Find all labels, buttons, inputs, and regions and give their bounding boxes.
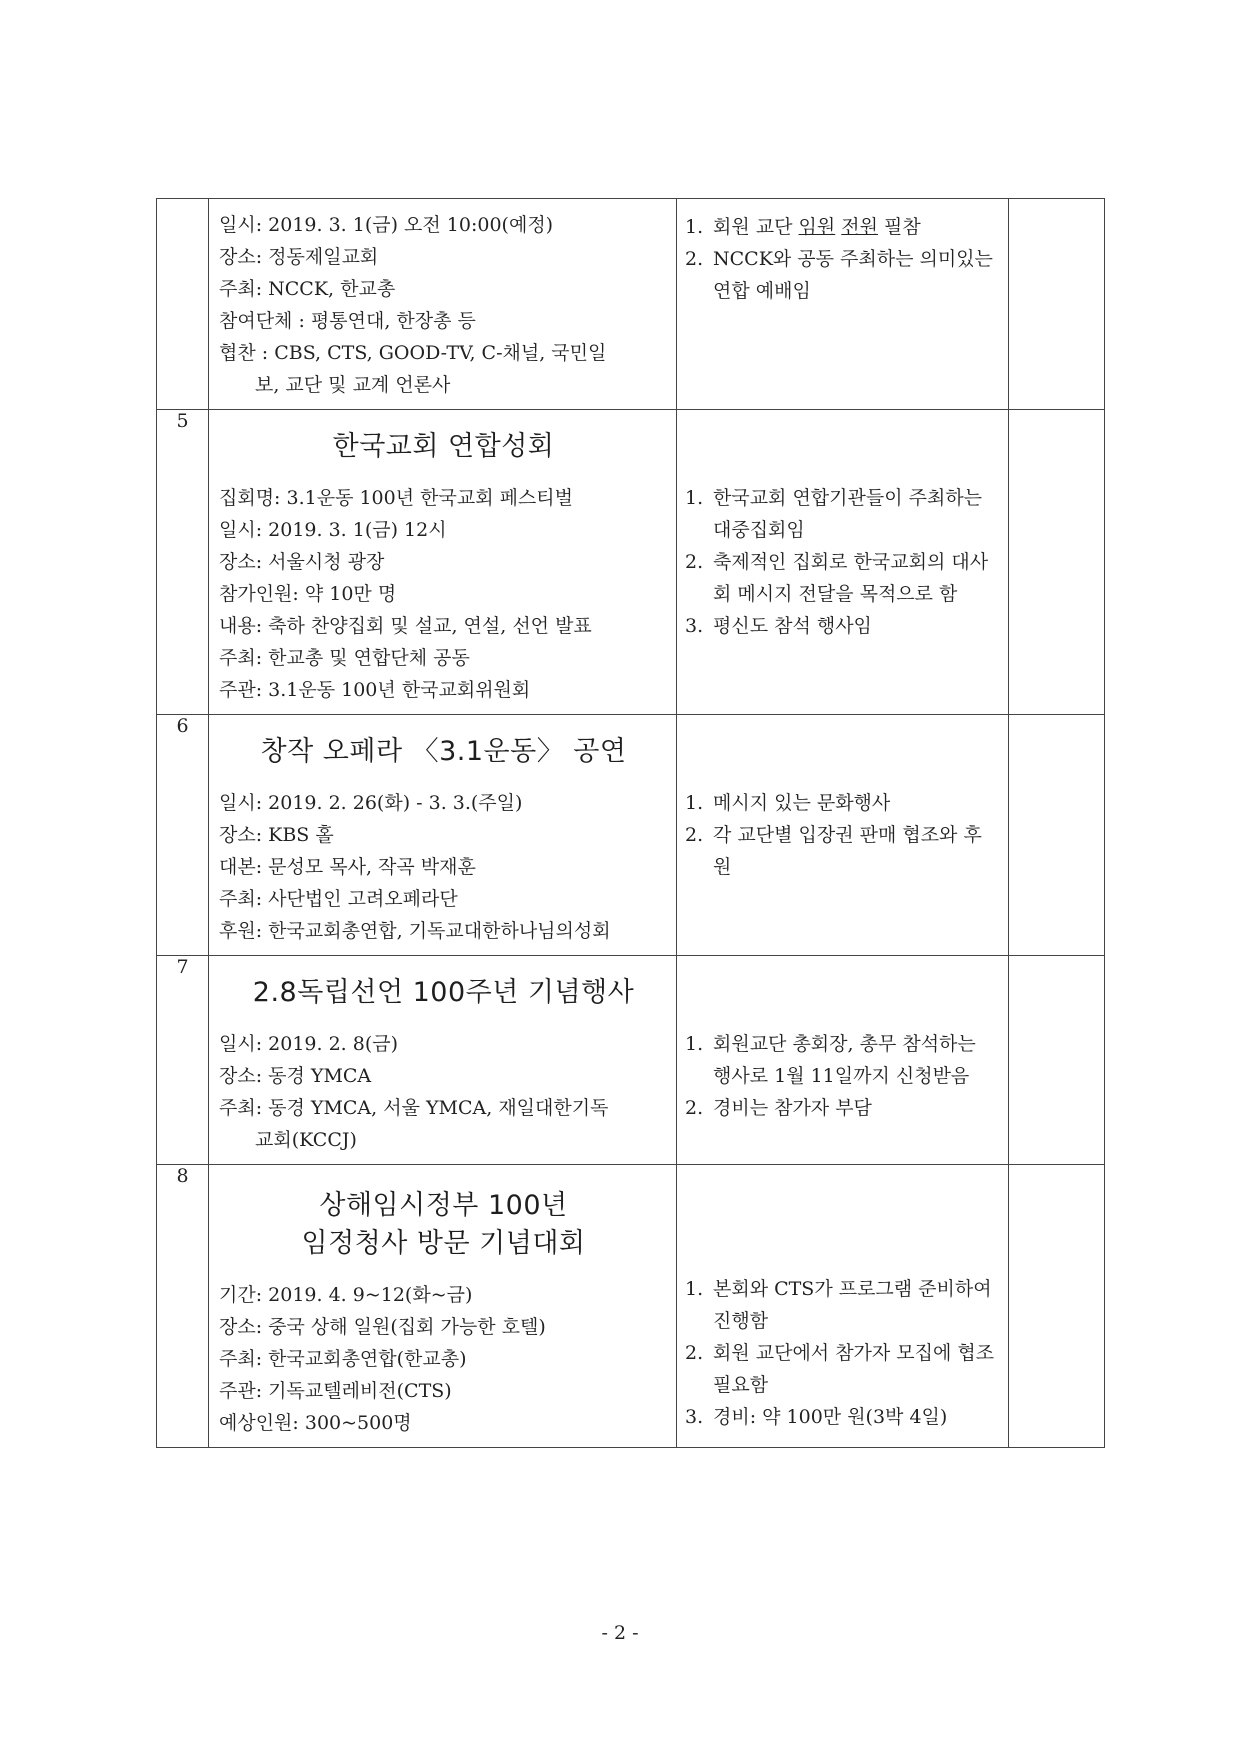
note-text: 한국교회 연합기관들이 주최하는 대중집회임	[713, 487, 983, 541]
note-item	[685, 610, 1000, 642]
event-title: 한국교회 연합성회	[332, 431, 555, 462]
event-detail-line: 장소: 정동제일교회	[219, 246, 379, 268]
note-text: 본회와 CTS가 프로그램 준비하여 진행함	[713, 1278, 992, 1332]
note-number: 1.	[685, 216, 704, 238]
row-number	[157, 199, 209, 410]
note-text: 경비: 약 100만 원(3박 4일)	[713, 1406, 948, 1428]
event-detail-line: 주최: 한국교회총연합(한교총)	[219, 1348, 467, 1370]
event-detail-line: 일시: 2019. 2. 26(화) - 3. 3.(주일)	[219, 792, 523, 814]
event-title: 임정청사 방문 기념대회	[301, 1228, 586, 1259]
event-detail-line: 교회(KCCJ)	[255, 1129, 357, 1151]
event-title: 2.8독립선언 100주년 기념행사	[252, 977, 635, 1008]
note-item	[685, 1273, 1000, 1337]
note-item	[685, 243, 1000, 307]
event-schedule-table	[156, 198, 1105, 1448]
event-details-cell	[209, 1165, 677, 1448]
notes-cell	[677, 715, 1009, 956]
underlined-text: 임원	[798, 216, 836, 238]
note-item	[685, 1337, 1000, 1401]
event-detail-line: 장소: 서울시청 광장	[219, 551, 385, 573]
empty-cell	[1009, 956, 1105, 1165]
note-item	[685, 1092, 1000, 1124]
note-item	[685, 1401, 1000, 1433]
table-row	[157, 410, 1105, 715]
event-detail-line: 대본: 문성모 목사, 작곡 박재훈	[219, 856, 476, 878]
table-row	[157, 1165, 1105, 1448]
note-text: 각 교단별 입장권 판매 협조와 후원	[713, 824, 982, 878]
empty-cell	[1009, 1165, 1105, 1448]
note-number: 2.	[685, 1097, 704, 1119]
note-number: 3.	[685, 615, 704, 637]
event-detail-line: 주최: NCCK, 한교총	[219, 278, 396, 300]
notes-cell	[677, 1165, 1009, 1448]
event-detail-line: 기간: 2019. 4. 9~12(화~금)	[219, 1284, 473, 1306]
notes-cell	[677, 956, 1009, 1165]
note-text: NCCK와 공동 주최하는 의미있는 연합 예배임	[713, 248, 993, 302]
event-detail-line: 보, 교단 및 교계 언론사	[255, 374, 451, 396]
note-number: 3.	[685, 1406, 704, 1428]
page-number: - 2 -	[601, 1622, 639, 1644]
event-detail-line: 주관: 3.1운동 100년 한국교회위원회	[219, 679, 531, 701]
notes-cell	[677, 410, 1009, 715]
event-detail-line: 참가인원: 약 10만 명	[219, 583, 397, 605]
note-item	[685, 819, 1000, 883]
note-item	[685, 787, 1000, 819]
event-detail-line: 장소: 중국 상해 일원(집회 가능한 호텔)	[219, 1316, 546, 1338]
event-detail-line: 주최: 사단법인 고려오페라단	[219, 888, 458, 910]
note-text-part: 회원 교단	[713, 216, 799, 238]
note-number: 1.	[685, 1033, 704, 1055]
event-detail-line: 협찬 : CBS, CTS, GOOD-TV, C-채널, 국민일	[219, 342, 607, 364]
note-item	[685, 482, 1000, 546]
event-detail-line: 일시: 2019. 2. 8(금)	[219, 1033, 399, 1055]
note-text: 메시지 있는 문화행사	[713, 792, 891, 814]
row-number: 7	[157, 956, 209, 1165]
note-number: 1.	[685, 792, 704, 814]
table-row	[157, 199, 1105, 410]
empty-cell	[1009, 715, 1105, 956]
empty-cell	[1009, 410, 1105, 715]
note-text: 회원 교단에서 참가자 모집에 협조 필요함	[713, 1342, 995, 1396]
event-detail-line: 예상인원: 300~500명	[219, 1412, 412, 1434]
note-number: 2.	[685, 1342, 704, 1364]
event-detail-line: 장소: 동경 YMCA	[219, 1065, 372, 1087]
note-number: 2.	[685, 551, 704, 573]
underlined-text: 전원	[841, 216, 878, 238]
event-detail-line: 주최: 동경 YMCA, 서울 YMCA, 재일대한기독	[219, 1097, 609, 1119]
empty-cell	[1009, 199, 1105, 410]
event-details-cell	[209, 956, 677, 1165]
note-text	[713, 211, 1000, 243]
row-number: 8	[157, 1165, 209, 1448]
event-detail-line: 주최: 한교총 및 연합단체 공동	[219, 647, 470, 669]
event-detail-line: 일시: 2019. 3. 1(금) 12시	[219, 519, 447, 541]
note-number: 1.	[685, 487, 704, 509]
note-number: 2.	[685, 248, 704, 270]
table-body	[157, 199, 1105, 1448]
note-item	[685, 211, 1000, 243]
event-detail-line: 집회명: 3.1운동 100년 한국교회 페스티벌	[219, 487, 573, 509]
event-details-cell	[209, 715, 677, 956]
row-number: 5	[157, 410, 209, 715]
table-row	[157, 956, 1105, 1165]
notes-cell	[677, 199, 1009, 410]
event-detail-line: 주관: 기독교텔레비전(CTS)	[219, 1380, 452, 1402]
event-detail-line: 장소: KBS 홀	[219, 824, 334, 846]
note-text: 평신도 참석 행사임	[713, 615, 872, 637]
table-row	[157, 715, 1105, 956]
event-detail-line: 내용: 축하 찬양집회 및 설교, 연설, 선언 발표	[219, 615, 592, 637]
event-detail-line: 후원: 한국교회총연합, 기독교대한하나님의성회	[219, 920, 611, 942]
note-item	[685, 546, 1000, 610]
event-details-cell	[209, 199, 677, 410]
event-title: 창작 오페라 〈3.1운동〉 공연	[260, 736, 627, 767]
note-text: 경비는 참가자 부담	[713, 1097, 872, 1119]
note-text-part: 필참	[877, 216, 921, 238]
event-title: 상해임시정부 100년	[319, 1190, 568, 1221]
note-text: 회원교단 총회장, 총무 참석하는 행사로 1월 11일까지 신청받음	[713, 1033, 976, 1087]
event-detail-line: 참여단체 : 평통연대, 한장총 등	[219, 310, 476, 332]
note-item	[685, 1028, 1000, 1092]
event-detail-line: 일시: 2019. 3. 1(금) 오전 10:00(예정)	[219, 214, 554, 236]
event-details-cell	[209, 410, 677, 715]
note-number: 2.	[685, 824, 704, 846]
row-number: 6	[157, 715, 209, 956]
note-number: 1.	[685, 1278, 704, 1300]
note-text: 축제적인 집회로 한국교회의 대사회 메시지 전달을 목적으로 함	[713, 551, 989, 605]
